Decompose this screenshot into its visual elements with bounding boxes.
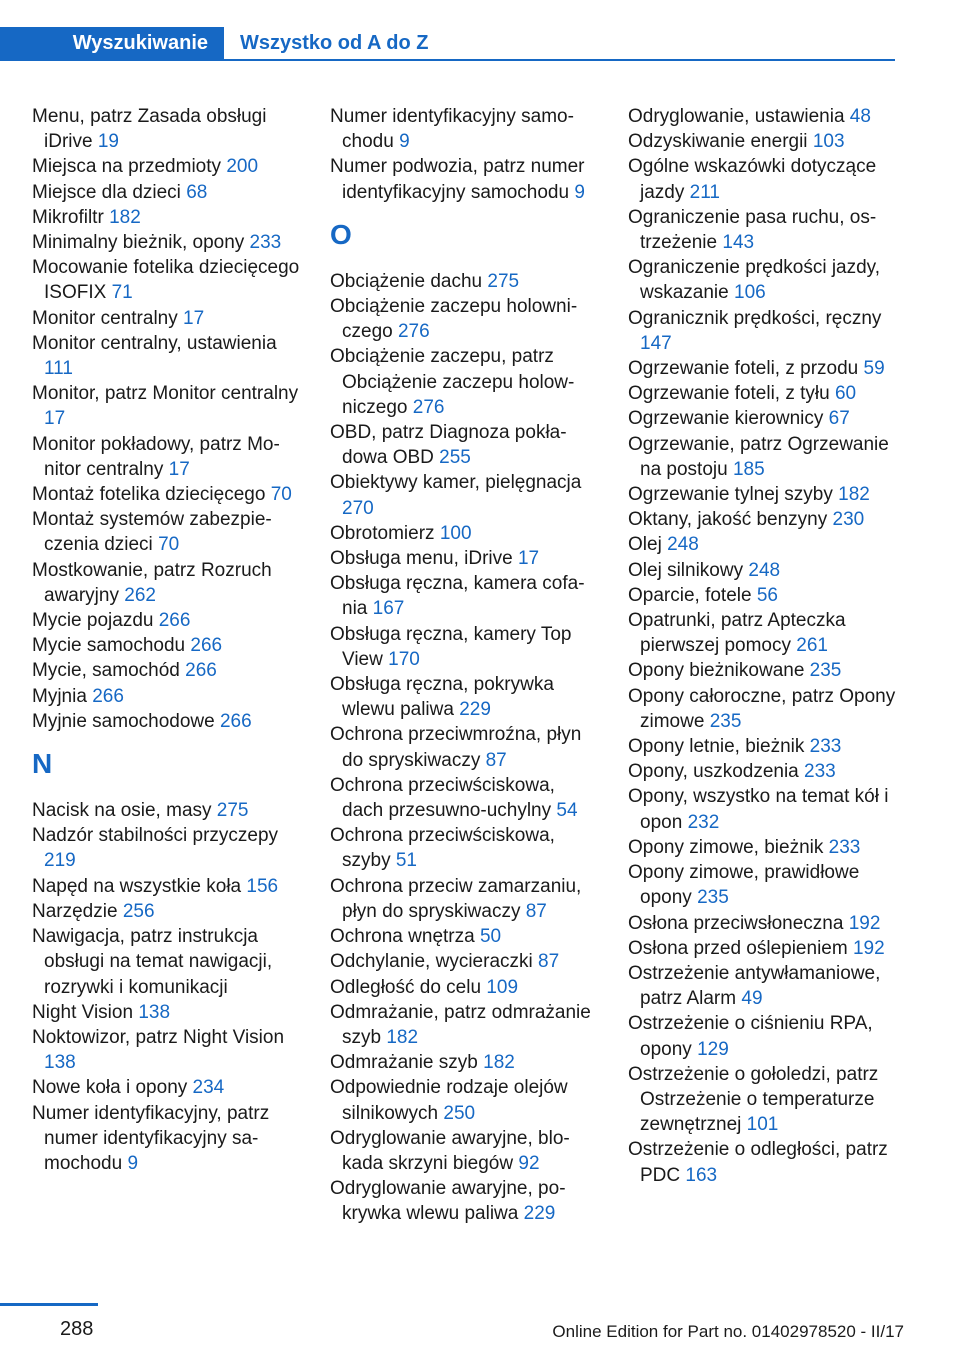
- index-entry-term: Numer identyfikacyjny samochodu: [330, 106, 574, 153]
- index-entry: [330, 975, 600, 1000]
- index-entry-term: Obciążenie zaczepu holowniczego: [330, 296, 578, 343]
- index-entry: [32, 230, 302, 255]
- index-entry: [32, 558, 302, 608]
- index-entry-term: Monitor centralny, ustawienia: [32, 332, 277, 354]
- index-entry-term: Opony zimowe, bieżnik: [628, 836, 824, 858]
- index-entry-term: Ochrona przeciwmroźna, płyn do spryskiwaczy: [330, 724, 582, 771]
- index-entry-term: Ogranicznik prędkości, ręczny: [628, 307, 882, 329]
- index-entry-term: Ogrzewanie foteli, z przodu: [628, 358, 859, 380]
- index-entry-term: Ograniczenie pasa ruchu, ostrzeżenie: [628, 206, 877, 254]
- index-page-link[interactable]: 185: [732, 458, 765, 480]
- footer-edition: Online Edition for Part no. 01402978520 - II/17: [552, 1322, 904, 1341]
- index-page-link[interactable]: 167: [372, 598, 405, 620]
- index-entry: [330, 294, 600, 344]
- page-number-rule: [0, 1303, 98, 1306]
- index-page-link[interactable]: 234: [192, 1077, 225, 1099]
- index-page-link[interactable]: 233: [249, 232, 282, 254]
- index-entry-term: Ogrzewanie tylnej szyby: [628, 484, 833, 506]
- index-entry-term: Odmrażanie, patrz odmrażanie szyb: [330, 1001, 591, 1048]
- index-entry-term: Opony, uszkodzenia: [628, 761, 799, 783]
- index-entry: [628, 406, 898, 431]
- index-page-link[interactable]: 17: [183, 307, 205, 329]
- index-entry: [330, 1075, 600, 1125]
- index-page-link[interactable]: 266: [219, 710, 252, 732]
- index-page-link[interactable]: 109: [486, 976, 519, 998]
- index-entry-term: Obciążenie dachu: [330, 270, 483, 292]
- index-entry-term: Miejsca na przedmioty: [32, 156, 222, 178]
- index-entry: [628, 532, 898, 557]
- index-entry: [330, 571, 600, 621]
- index-page-link[interactable]: 50: [479, 926, 502, 948]
- index-entry-term: Mycie samochodu: [32, 635, 186, 657]
- index-entry: [32, 255, 302, 305]
- index-entry-term: Opony, wszystko na temat kół i opon: [628, 786, 889, 833]
- index-entry: [330, 1176, 600, 1226]
- index-entry: [330, 154, 600, 204]
- index-entry: [330, 521, 600, 546]
- index-entry: [628, 356, 898, 381]
- index-entry-term: Mocowanie fotelika dziecięcego ISOFIX: [32, 257, 300, 304]
- index-page-link[interactable]: 200: [226, 156, 259, 178]
- index-entry-term: Narzędzie: [32, 900, 118, 922]
- index-entry-term: Ostrzeżenie o odległości, patrz PDC: [628, 1139, 888, 1186]
- index-page-link[interactable]: 192: [848, 912, 881, 934]
- index-entry-term: Ograniczenie prędkości jazdy, wskazanie: [628, 257, 881, 304]
- index-entry: [330, 949, 600, 974]
- index-entry-term: Ostrzeżenie antywłamaniowe, patrz Alarm: [628, 962, 881, 1010]
- index-page-link[interactable]: 56: [756, 584, 778, 606]
- index-entry-term: Mostkowanie, patrz Rozruch awaryjny: [32, 559, 272, 606]
- index-page-link[interactable]: 270: [342, 497, 374, 519]
- index-page-link[interactable]: 163: [685, 1164, 718, 1186]
- index-entry: [32, 104, 302, 154]
- index-page-link[interactable]: 262: [124, 584, 156, 606]
- index-page-link[interactable]: 248: [748, 559, 781, 581]
- index-entry: [628, 684, 898, 734]
- index-entry: [628, 381, 898, 406]
- index-page-link[interactable]: 103: [812, 131, 845, 153]
- index-page-link[interactable]: 192: [852, 937, 885, 959]
- index-page-link[interactable]: 70: [270, 484, 292, 506]
- index-entry: [32, 1101, 302, 1177]
- index-entry-term: Myjnie samochodowe: [32, 710, 215, 732]
- index-entry: [32, 608, 302, 633]
- index-entry-term: Odpowiednie rodzaje olejów silnikowych: [330, 1077, 568, 1124]
- index-entry-term: Menu, patrz Zasada obsługi iDrive: [32, 106, 267, 153]
- index-page-link[interactable]: 232: [687, 811, 720, 833]
- index-entry: [32, 684, 302, 709]
- index-entry: [32, 306, 302, 331]
- index-entry: [628, 104, 898, 129]
- index-entry-term: Odległość do celu: [330, 976, 482, 998]
- index-entry: [32, 874, 302, 899]
- index-page-link[interactable]: 182: [483, 1052, 515, 1074]
- index-entry-term: Mycie pojazdu: [32, 610, 154, 632]
- index-entry: [330, 269, 600, 294]
- index-page-link[interactable]: 256: [122, 900, 155, 922]
- header-tabs: [0, 27, 895, 61]
- index-page-link[interactable]: 100: [439, 522, 472, 544]
- index-entry: [628, 507, 898, 532]
- index-page-link[interactable]: 275: [487, 270, 520, 292]
- index-entry-term: Monitor pokładowy, patrz Monitor centralny: [32, 433, 280, 480]
- index-entry-term: Night Vision: [32, 1001, 134, 1023]
- index-page-link[interactable]: 156: [246, 875, 279, 897]
- index-entry-term: Mikrofiltr: [32, 206, 104, 228]
- index-page-link[interactable]: 219: [44, 850, 76, 872]
- index-page-link[interactable]: 70: [158, 534, 180, 556]
- index-entry-term: Ogrzewanie kierownicy: [628, 408, 824, 430]
- index-entry: [32, 658, 302, 683]
- index-page-link[interactable]: 235: [809, 660, 842, 682]
- index-entry: [32, 709, 302, 734]
- index-entry: [628, 784, 898, 834]
- index-page-link[interactable]: 229: [459, 699, 491, 721]
- index-entry-term: Oparcie, fotele: [628, 584, 752, 606]
- index-page-link[interactable]: 87: [538, 951, 560, 973]
- index-entry: [32, 924, 302, 1000]
- index-page-link[interactable]: 101: [746, 1114, 779, 1136]
- index-page-link[interactable]: 266: [190, 635, 223, 657]
- index-entry: [628, 255, 898, 305]
- index-entry-term: Ochrona wnętrza: [330, 926, 475, 948]
- index-page-link[interactable]: 248: [667, 534, 699, 556]
- index-entry-term: Obsługa ręczna, pokrywka wlewu paliwa: [330, 674, 554, 721]
- index-page-link[interactable]: 182: [386, 1026, 419, 1048]
- index-entry: [628, 1137, 898, 1187]
- index-entry-term: Obsługa menu, iDrive: [330, 548, 513, 570]
- index-page-link[interactable]: 230: [832, 509, 865, 531]
- index-entry-term: Numer podwozia, patrz numer identyfikacyjny samochodu: [330, 156, 585, 203]
- index-entry: [330, 470, 600, 520]
- index-entry-term: Nadzór stabilności przyczepy: [32, 825, 279, 847]
- index-entry-term: Ochrona przeciwściskowa, szyby: [330, 825, 555, 872]
- index-page-link[interactable]: 87: [485, 749, 507, 771]
- index-entry: [628, 432, 898, 482]
- tab-a-to-z[interactable]: Wszystko od A do Z: [240, 31, 429, 54]
- index-page-link[interactable]: 266: [92, 685, 124, 707]
- index-entry-term: Ostrzeżenie o ciśnieniu RPA, opony: [628, 1013, 873, 1060]
- index-entry: [32, 899, 302, 924]
- index-page-link[interactable]: 87: [525, 900, 547, 922]
- index-entry-term: Miejsce dla dzieci: [32, 181, 181, 203]
- index-entry-term: Myjnia: [32, 685, 87, 707]
- index-page-link[interactable]: 17: [44, 408, 66, 430]
- index-page-link[interactable]: 235: [697, 887, 729, 909]
- index-entry-term: Oktany, jakość benzyny: [628, 509, 828, 531]
- index-entry: [330, 722, 600, 772]
- index-entry: [628, 129, 898, 154]
- index-page-link[interactable]: 138: [44, 1052, 76, 1074]
- index-entry: [628, 835, 898, 860]
- index-page-link[interactable]: 143: [722, 232, 755, 254]
- index-page-link[interactable]: 182: [838, 484, 870, 506]
- index-entry: [330, 1126, 600, 1176]
- index-entry: [628, 558, 898, 583]
- index-entry-term: Nawigacja, patrz instrukcja obsługi na temat nawigacji, rozrywki i komunikacji: [32, 926, 273, 998]
- index-page-link[interactable]: 49: [741, 988, 763, 1010]
- index-entry-term: OBD, patrz Diagnoza pokładowa OBD: [330, 422, 567, 469]
- index-entry-term: Ochrona przeciw zamarzaniu, płyn do spryskiwaczy: [330, 875, 582, 922]
- index-entry-term: Olej silnikowy: [628, 559, 744, 581]
- index-entry-term: Ogólne wskazówki dotyczące jazdy: [628, 156, 877, 203]
- index-entry: [330, 622, 600, 672]
- index-entry-term: Odryglowanie awaryjne, blokada skrzyni biegów: [330, 1127, 570, 1174]
- index-page-link[interactable]: 147: [640, 332, 672, 354]
- index-entry: [330, 924, 600, 949]
- index-page-link[interactable]: 233: [804, 761, 836, 783]
- index-entry: [32, 1075, 302, 1100]
- index-page-link[interactable]: 111: [44, 358, 73, 380]
- index-entry-term: Obsługa ręczna, kamera cofania: [330, 573, 585, 620]
- index-entry: [32, 381, 302, 431]
- index-page-link[interactable]: 255: [439, 447, 471, 469]
- index-page-link[interactable]: 106: [734, 282, 766, 304]
- index-entry: [628, 205, 898, 255]
- index-entry: [330, 104, 600, 154]
- index-entry: [32, 798, 302, 823]
- index-entry: [32, 823, 302, 873]
- index-page-link[interactable]: 67: [828, 408, 850, 430]
- index-entry-term: Napęd na wszystkie koła: [32, 875, 242, 897]
- index-entry: [628, 482, 898, 507]
- index-page-link[interactable]: 250: [443, 1102, 476, 1124]
- index-letter-heading: O: [330, 218, 352, 250]
- index-entry: [628, 936, 898, 961]
- index-entry-term: Osłona przeciwsłoneczna: [628, 912, 844, 934]
- index-entry: [330, 672, 600, 722]
- index-entry: [32, 180, 302, 205]
- index-entry: [628, 1062, 898, 1138]
- index-column-1: [32, 104, 302, 1176]
- index-entry-term: Monitor centralny: [32, 307, 178, 329]
- index-entry-term: Olej: [628, 534, 662, 556]
- index-page-link[interactable]: 9: [399, 131, 410, 153]
- index-entry: [32, 205, 302, 230]
- index-page-link[interactable]: 138: [138, 1001, 171, 1023]
- index-entry: [330, 823, 600, 873]
- index-entry: [32, 1000, 302, 1025]
- index-page-link[interactable]: 17: [517, 548, 540, 570]
- index-entry-term: Odryglowanie awaryjne, pokrywka wlewu paliwa: [330, 1178, 566, 1225]
- index-entry: [32, 633, 302, 658]
- index-page-link[interactable]: 229: [523, 1203, 556, 1225]
- index-page-link[interactable]: 54: [556, 800, 578, 822]
- index-entry: [330, 874, 600, 924]
- index-page-link[interactable]: 68: [186, 181, 208, 203]
- index-entry-term: Opatrunki, patrz Apteczka pierwszej pomocy: [628, 610, 846, 657]
- index-page-link[interactable]: 266: [158, 610, 191, 632]
- index-page-link[interactable]: 170: [388, 648, 420, 670]
- index-entry: [330, 420, 600, 470]
- index-column-3: [628, 104, 898, 1188]
- index-entry-term: Opony zimowe, prawidłowe opony: [628, 862, 860, 909]
- index-page-link[interactable]: 59: [863, 358, 885, 380]
- index-entry: [628, 911, 898, 936]
- index-entry: [628, 1011, 898, 1061]
- index-entry: [32, 1025, 302, 1075]
- index-entry-term: Odzyskiwanie energii: [628, 131, 808, 153]
- index-page-link[interactable]: 276: [412, 396, 445, 418]
- index-page-link[interactable]: 9: [574, 181, 585, 203]
- index-page-link[interactable]: 233: [809, 736, 842, 758]
- index-entry-term: Minimalny bieżnik, opony: [32, 232, 245, 254]
- index-entry: [628, 306, 898, 356]
- index-page-link[interactable]: 233: [828, 836, 861, 858]
- index-entry: [330, 773, 600, 823]
- index-entry: [32, 432, 302, 482]
- index-page-link[interactable]: 275: [216, 800, 249, 822]
- index-entry: [330, 344, 600, 420]
- index-entry-term: Odchylanie, wycieraczki: [330, 951, 533, 973]
- index-column-2: [330, 104, 600, 1227]
- index-entry-term: Noktowizor, patrz Night Vision: [32, 1026, 285, 1048]
- index-page-link[interactable]: 17: [168, 458, 190, 480]
- index-page-link[interactable]: 211: [689, 181, 720, 203]
- index-entry-term: Ochrona przeciwściskowa, dach przesuwno-uchylny: [330, 774, 555, 822]
- index-entry-term: Obiektywy kamer, pielęgnacja: [330, 472, 582, 494]
- index-page-link[interactable]: 129: [697, 1038, 729, 1060]
- page-number: 288: [60, 1318, 94, 1340]
- index-page-link[interactable]: 48: [849, 106, 871, 127]
- index-entry: [628, 961, 898, 1011]
- index-entry-term: Odryglowanie, ustawienia: [628, 106, 845, 127]
- index-page-link[interactable]: 51: [395, 850, 417, 872]
- index-entry: [32, 507, 302, 557]
- index-page-link[interactable]: 60: [834, 383, 857, 405]
- index-page-link[interactable]: 92: [518, 1152, 540, 1174]
- index-page-link[interactable]: 235: [709, 710, 742, 732]
- index-page-link[interactable]: 266: [185, 660, 217, 682]
- index-entry-term: Monitor, patrz Monitor centralny: [32, 383, 299, 405]
- index-page-link[interactable]: 19: [97, 131, 119, 153]
- index-entry-term: Odmrażanie szyb: [330, 1052, 478, 1074]
- index-entry: [628, 608, 898, 658]
- index-entry-term: Ogrzewanie, patrz Ogrzewanie na postoju: [628, 433, 889, 480]
- index-entry: [628, 658, 898, 683]
- index-entry-term: Obrotomierz: [330, 522, 435, 544]
- index-entry-term: Mycie, samochód: [32, 660, 180, 682]
- index-entry: [32, 331, 302, 381]
- index-entry-term: Ogrzewanie foteli, z tyłu: [628, 383, 830, 405]
- index-entry-term: Montaż fotelika dziecięcego: [32, 484, 266, 506]
- index-entry-term: Opony letnie, bieżnik: [628, 736, 805, 758]
- index-entry-term: Obciążenie zaczepu, patrz Obciążenie zaczepu holowniczego: [330, 346, 575, 418]
- index-page-link[interactable]: 276: [397, 321, 430, 343]
- tab-search[interactable]: Wyszukiwanie: [0, 27, 224, 59]
- index-page-link[interactable]: 71: [111, 282, 133, 304]
- index-entry-term: Opony bieżnikowane: [628, 660, 805, 682]
- index-entry: [330, 1000, 600, 1050]
- index-entry: [32, 154, 302, 179]
- index-entry-term: Montaż systemów zabezpieczenia dzieci: [32, 509, 272, 556]
- index-page-link[interactable]: 261: [796, 635, 828, 657]
- index-page-link[interactable]: 182: [109, 206, 141, 228]
- index-entry: [628, 583, 898, 608]
- index-letter-heading: N: [32, 748, 53, 780]
- index-entry: [628, 154, 898, 204]
- index-entry: [628, 734, 898, 759]
- index-page-link[interactable]: 9: [127, 1152, 139, 1174]
- index-entry-term: Ostrzeżenie o gołoledzi, patrz Ostrzeżenie o temperaturze zewnętrznej: [628, 1063, 879, 1136]
- index-entry: [628, 759, 898, 784]
- index-entry-term: Opony całoroczne, patrz Opony zimowe: [628, 685, 896, 732]
- index-entry-term: Osłona przed oślepieniem: [628, 937, 848, 959]
- index-entry: [628, 860, 898, 910]
- index-entry-term: Numer identyfikacyjny, patrz numer identyfikacyjny samochodu: [32, 1102, 270, 1174]
- index-entry: [330, 1050, 600, 1075]
- index-entry: [330, 546, 600, 571]
- index-entry: [32, 482, 302, 507]
- index-entry-term: Obsługa ręczna, kamery Top View: [330, 623, 572, 670]
- index-entry-term: Nowe koła i opony: [32, 1077, 188, 1099]
- index-entry-term: Nacisk na osie, masy: [32, 800, 212, 822]
- header-divider: [0, 59, 895, 61]
